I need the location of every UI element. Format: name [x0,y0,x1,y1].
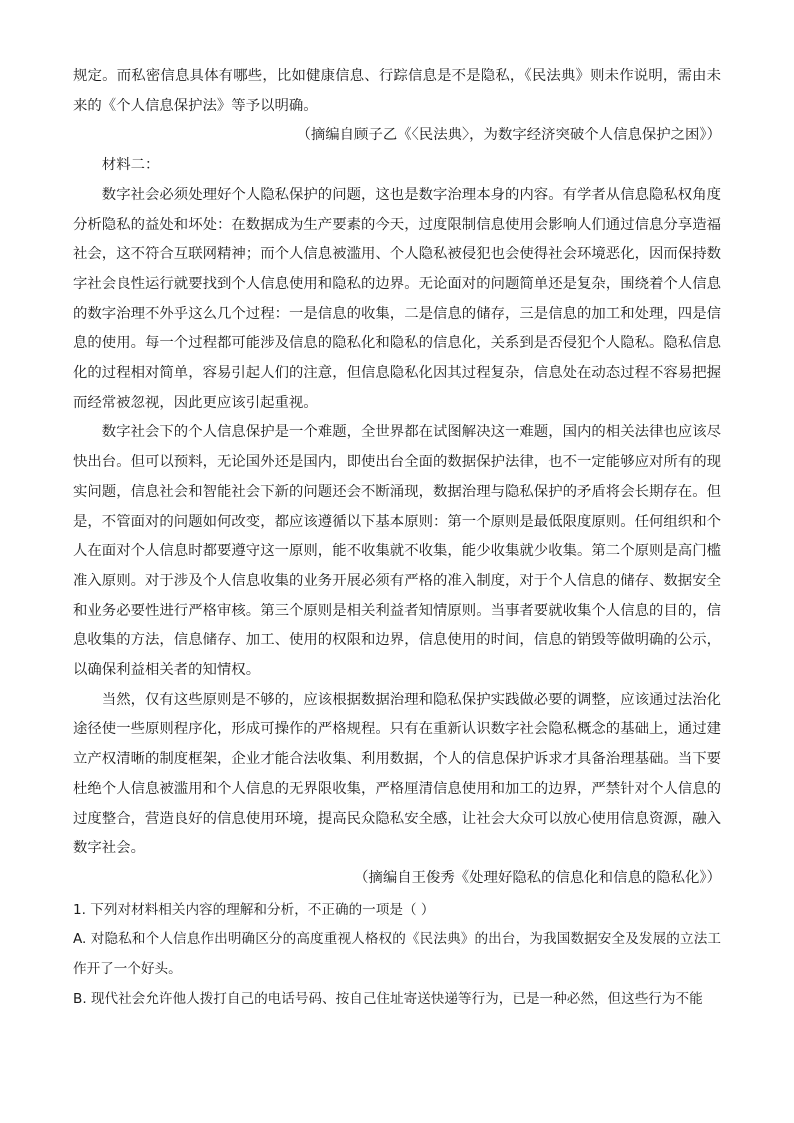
document-content [73,62,721,1015]
question-stem: 1. 下列对材料相关内容的理解和分析，不正确的一项是（ ） [73,901,435,918]
source-citation-2: （摘编自王俊秀《处理好隐私的信息化和信息的隐私化》） [354,869,721,886]
material-2-label: 材料二： [101,157,160,174]
body-paragraph-3: 当然，仅有这些原则是不够的，应该根据数据治理和隐私保护实践做必要的调整，应该通过法治化途径使一些原则程序化，形成可操作的严格规程。只有在重新认识数字社会隐私概念的基础上，通过建立产权清晰的制度框架，企业才能合法收集、利用数据，个人的信息保护诉求才具备治理基础。当下要杜绝个人信息被滥用和个人信息的无界限收集，严格厘清信息使用和加工的边界，严禁针对个人信息的过度整合，营造良好的信息使用环境，提高民众隐私安全感，让社会大众可以放心使用信息资源，融入数字社会。 [73,691,721,857]
body-paragraph-1: 数字社会必须处理好个人隐私保护的问题，这也是数字治理本身的内容。有学者从信息隐私权角度分析隐私的益处和坏处：在数据成为生产要素的今天，过度限制信息使用会影响人们通过信息分享造福社会，这不符合互联网精神；而个人信息被滥用、个人隐私被侵犯也会使得社会环境恶化，因而保持数字社会良性运行就要找到个人信息使用和隐私的边界。无论面对的问题简单还是复杂，围绕着个人信息的数字治理不外乎这么几个过程：一是信息的收集，二是信息的储存，三是信息的加工和处理，四是信息的使用。每一个过程都可能涉及信息的隐私化和隐私的信息化，关系到是否侵犯个人隐私。隐私信息化的过程相对简单，容易引起人们的注意，但信息隐私化因其过程复杂，信息处在动态过程不容易把握而经常被忽视，因此更应该引起重视。 [73,186,721,411]
source-citation-1: （摘编自顾子乙《〈民法典〉，为数字经济突破个人信息保护之困》） [296,127,721,144]
intro-paragraph: 规定。而私密信息具体有哪些，比如健康信息、行踪信息是不是隐私，《民法典》则未作说明，需由未来的《个人信息保护法》等予以明确。 [73,68,721,114]
question-option-a: A. 对隐私和个人信息作出明确区分的高度重视人格权的《民法典》的出台，为我国数据安全及发展的立法工作开了一个好头。 [73,931,721,978]
question-option-b: B. 现代社会允许他人拨打自己的电话号码、按自己住址寄送快递等行为，已是一种必然，但这些行为不能 [73,990,703,1007]
body-paragraph-2: 数字社会下的个人信息保护是一个难题，全世界都在试图解决这一难题，国内的相关法律也应该尽快出台。但可以预料，无论国外还是国内，即使出台全面的数据保护法律，也不一定能够应对所有的现实问题，信息社会和智能社会下新的问题还会不断涌现，数据治理与隐私保护的矛盾将会长期存在。但是，不管面对的问题如何改变，都应该遵循以下基本原则：第一个原则是最低限度原则。任何组织和个人在面对个人信息时都要遵守这一原则，能不收集就不收集，能少收集就少收集。第二个原则是高门槛准入原则。对于涉及个人信息收集的业务开展必须有严格的准入制度，对于个人信息的储存、数据安全和业务必要性进行严格审核。第三个原则是相关利益者知情原则。当事者要就收集个人信息的目的，信息收集的方法，信息储存、加工、使用的权限和边界，信息使用的时间，信息的销毁等做明确的公示，以确保利益相关者的知情权。 [73,424,721,679]
